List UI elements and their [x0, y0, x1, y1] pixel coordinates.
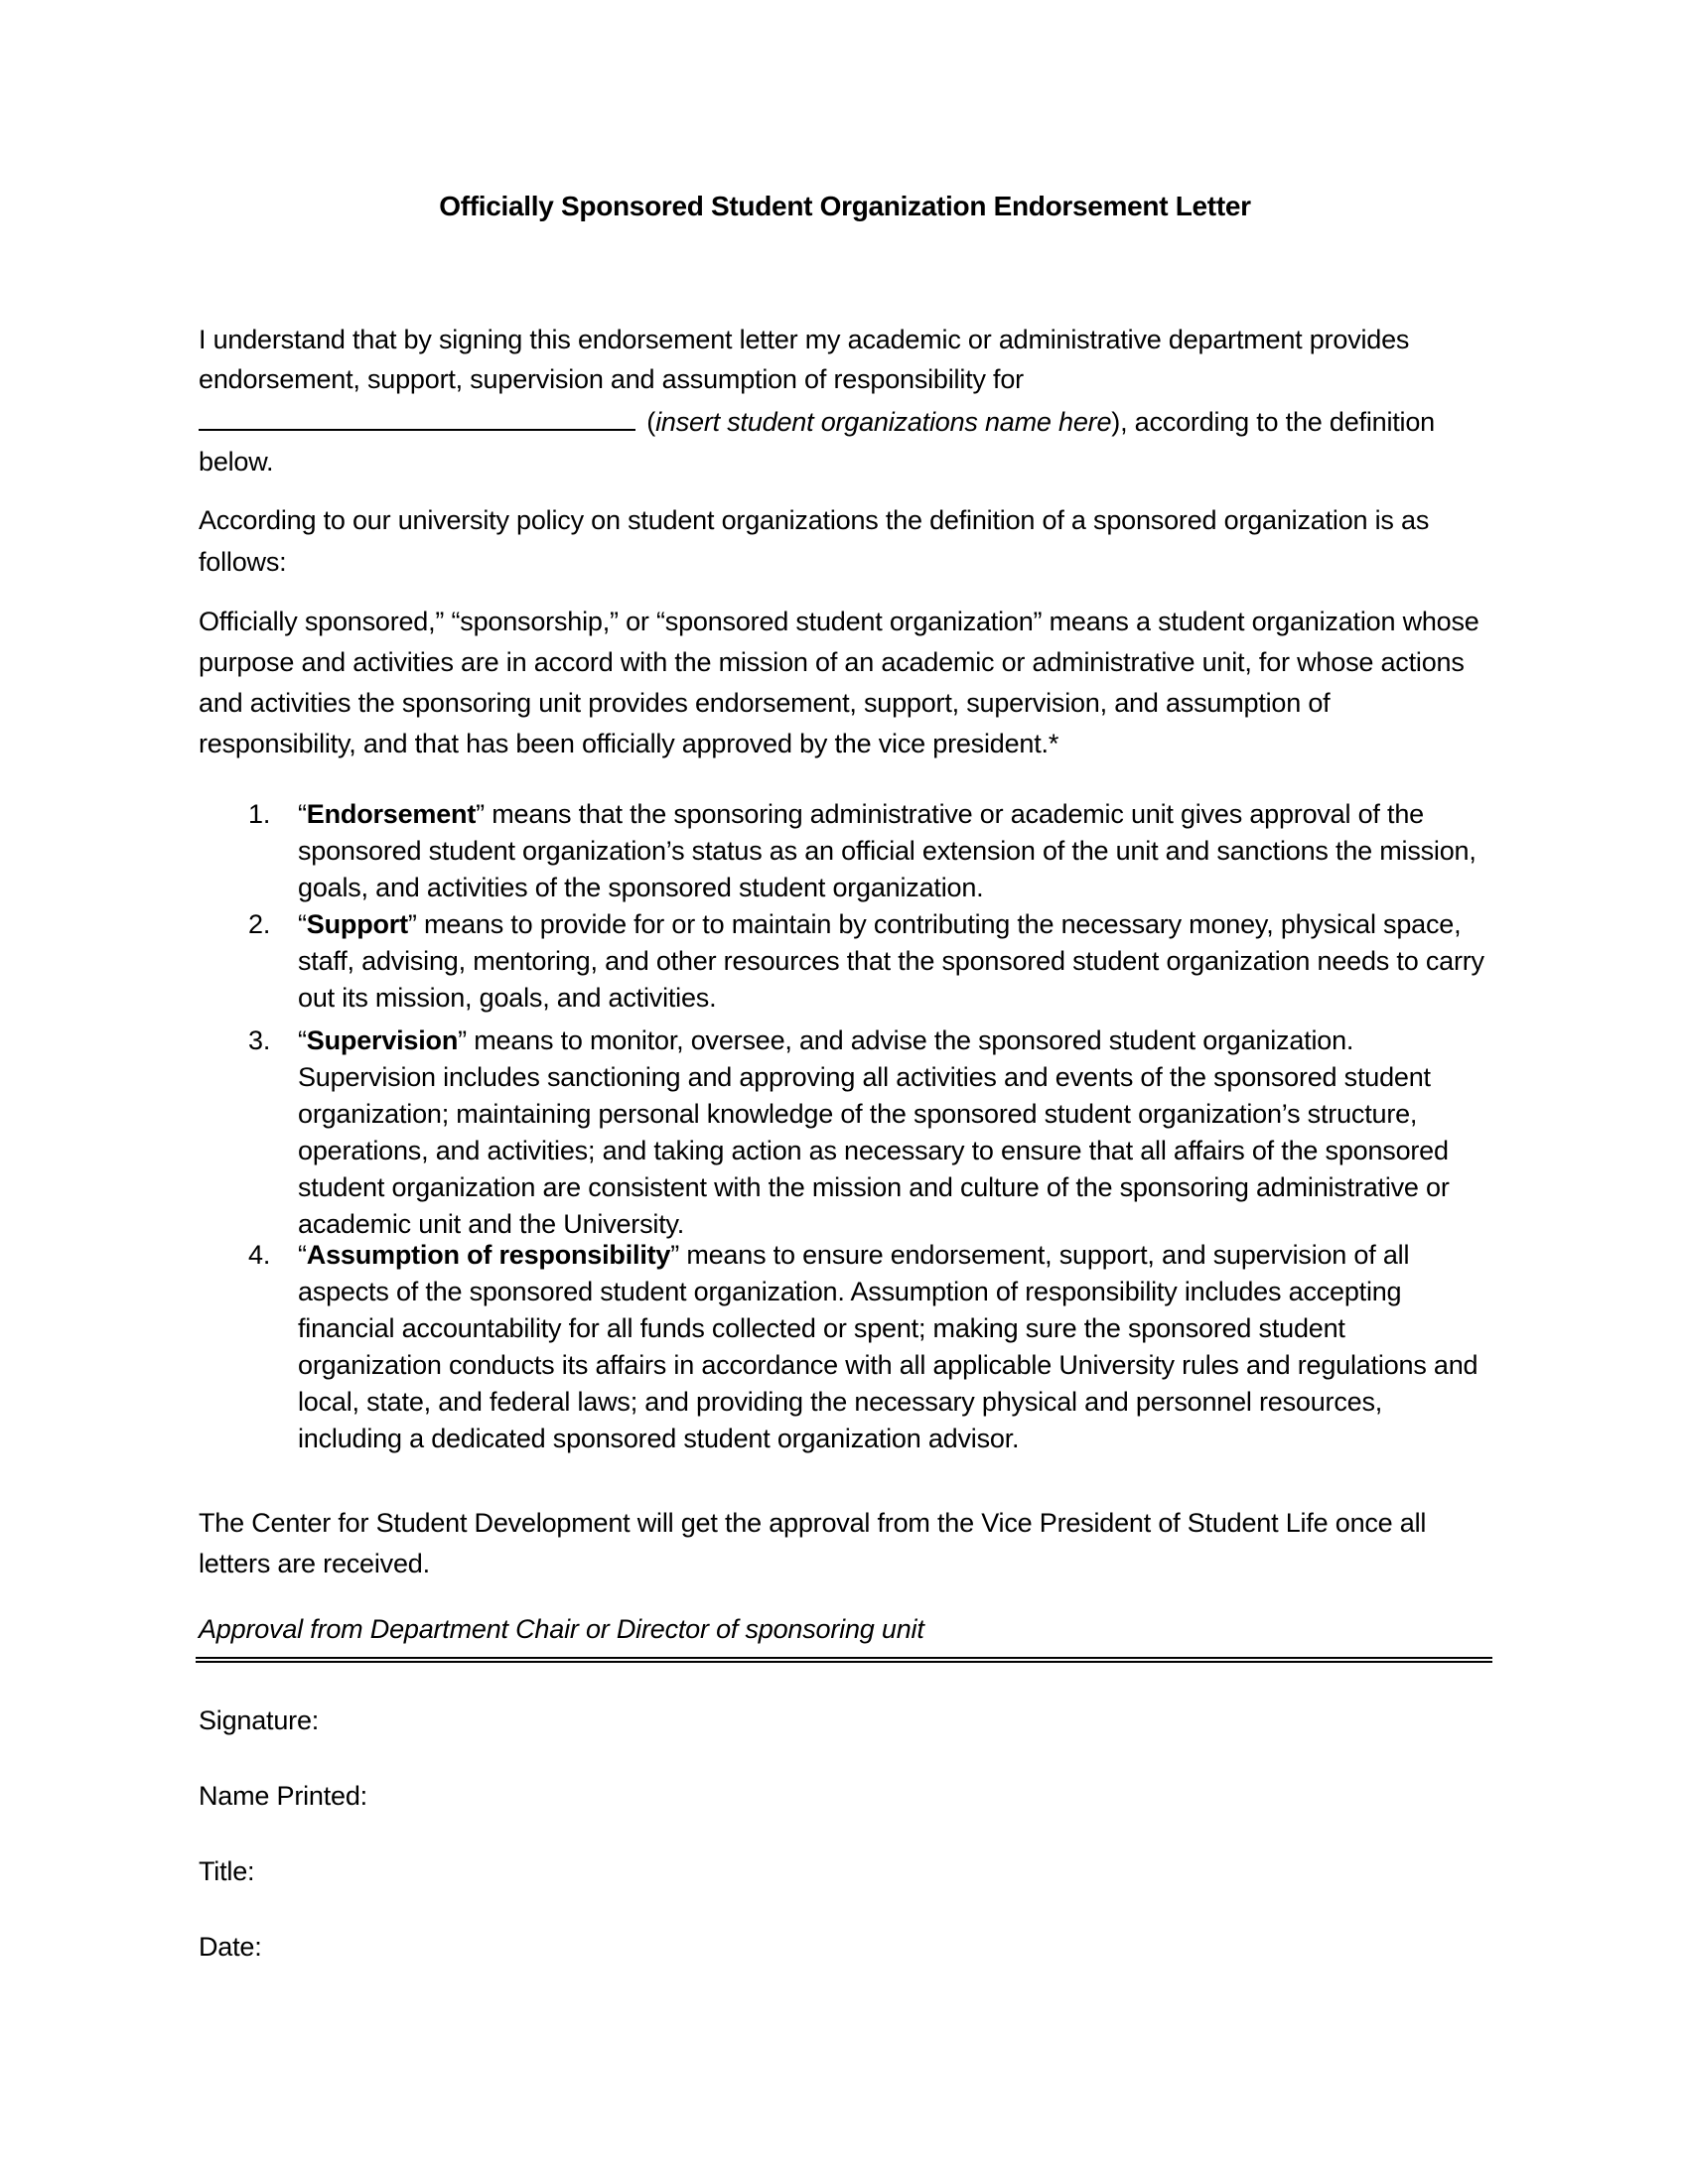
term-endorsement: Endorsement	[306, 799, 477, 829]
list-item	[199, 1023, 1491, 1243]
list-item	[199, 906, 1491, 1017]
name-printed-field[interactable]: Name Printed:	[199, 1781, 367, 1811]
closing-paragraph: The Center for Student Development will get the approval from the Vice President of Student Life once all letters are received.	[199, 1508, 1427, 1578]
term-support: Support	[306, 909, 408, 939]
signature-field[interactable]: Signature:	[199, 1706, 320, 1735]
title-field[interactable]: Title:	[199, 1856, 255, 1886]
open-quote: “	[298, 1240, 307, 1270]
intro-text: I understand that by signing this endorsement letter my academic or administrative department provides endorsement, support, supervision and assumption of responsibility for	[199, 325, 1410, 394]
document-title: Officially Sponsored Student Organization Endorsement Letter	[439, 191, 1251, 221]
term-description: ” means to monitor, oversee, and advise the sponsored student organization. Supervision includes sanctioning and approving all activities and events of the sponsored student organization; maintaining personal knowledge of the sponsored student organization’s structure, operations, and activities; and taking action as necessary to ensure that all affairs of the sponsored student organization are consistent with the mission and culture of the sponsoring administrative or academic unit and the University.	[298, 1025, 1450, 1239]
approval-heading: Approval from Department Chair or Director of sponsoring unit	[199, 1614, 924, 1644]
term-description: ” means that the sponsoring administrative or academic unit gives approval of the sponsored student organization’s status as an official extension of the unit and sanctions the mission, goals, and activities of the sponsored student organization.	[298, 799, 1477, 902]
list-number: 4.	[248, 1240, 271, 1270]
intro-paragraph	[199, 320, 1491, 481]
blank-hint: insert student organizations name here	[655, 407, 1112, 437]
term-supervision: Supervision	[306, 1025, 459, 1055]
blank-prefix: (	[639, 407, 656, 437]
policy-intro-paragraph: According to our university policy on student organizations the definition of a sponsored organization is as follows:	[199, 505, 1430, 577]
term-assumption-of-responsibility: Assumption of responsibility	[306, 1240, 671, 1270]
term-description: ” means to provide for or to maintain by contributing the necessary money, physical space, staff, advising, mentoring, and other resources that the sponsored student organization needs to carry out its mission, goals, and activities.	[298, 909, 1484, 1013]
list-item	[199, 1237, 1491, 1457]
list-number: 1.	[248, 799, 271, 829]
letter-body	[199, 0, 1491, 2184]
double-rule-divider	[196, 1657, 1492, 1663]
open-quote: “	[298, 799, 307, 829]
open-quote: “	[298, 1025, 307, 1055]
open-quote: “	[298, 909, 307, 939]
organization-name-blank[interactable]	[199, 399, 635, 431]
list-number: 3.	[248, 1025, 271, 1055]
term-description: ” means to ensure endorsement, support, and supervision of all aspects of the sponsored student organization. Assumption of responsibility includes accepting financial accountability for all funds collected or spent; making sure the sponsored student organization conducts its affairs in accordance with all applicable University rules and regulations and local, state, and federal laws; and providing the necessary physical and personnel resources, including a dedicated sponsored student organization advisor.	[298, 1240, 1478, 1453]
definition-paragraph: Officially sponsored,” “sponsorship,” or “sponsored student organization” means a student organization whose purpose and activities are in accord with the mission of an academic or administrative unit, for whose actions and activities the sponsoring unit provides endorsement, support, supervision, and assumption of responsibility, and that has been officially approved by the vice president.*	[199, 607, 1479, 758]
list-item	[199, 796, 1491, 906]
date-field[interactable]: Date:	[199, 1932, 262, 1962]
intro-text-end: ), according to the definition below.	[199, 407, 1435, 477]
list-number: 2.	[248, 909, 271, 939]
definitions-list	[199, 796, 1491, 1457]
